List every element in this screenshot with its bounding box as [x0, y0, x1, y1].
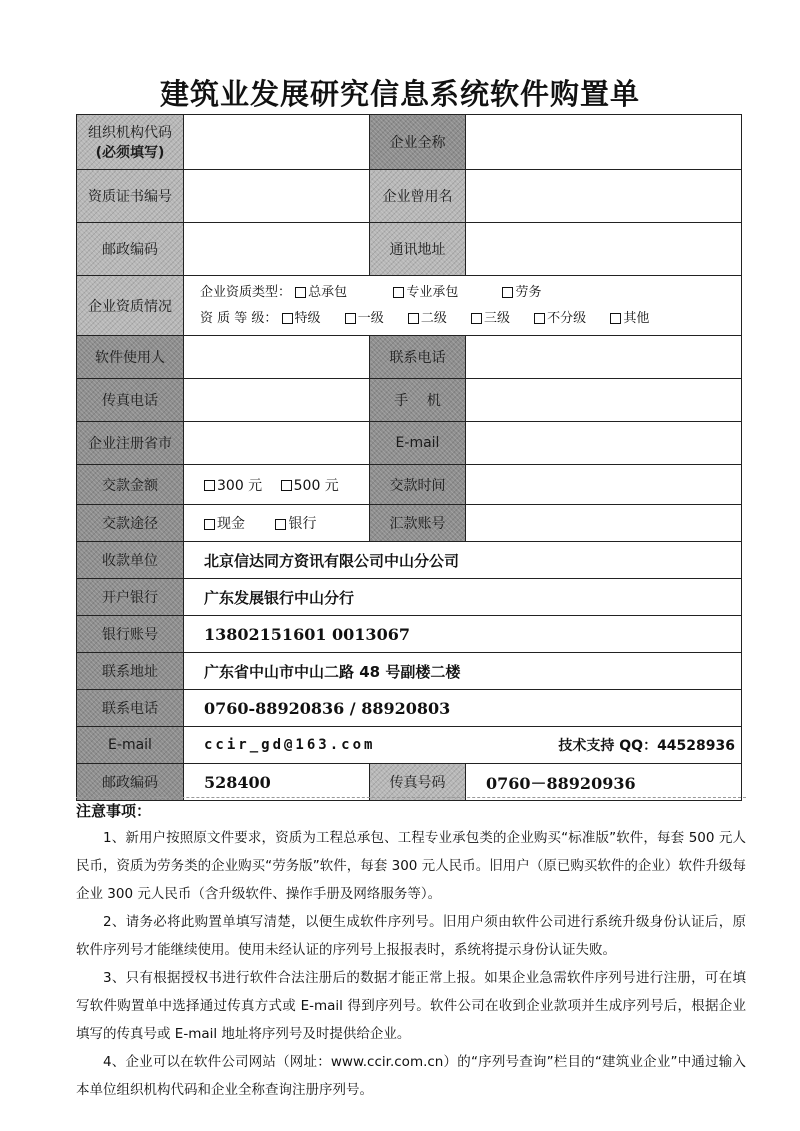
- notes-section: [76, 798, 746, 1104]
- checkbox-icon: [281, 480, 292, 491]
- row-payee-phone: [77, 690, 742, 727]
- amount-options: [184, 465, 370, 505]
- note-item: 2、请务必将此购置单填写清楚，以便生成软件序列号。旧用户须由软件公司进行系统升级身份认证后，原软件序列号才能继续使用。使用未经认证的序列号上报报表时，系统将提示身份认证失败。: [76, 914, 746, 958]
- payee-unit-label: 收款单位: [77, 542, 184, 579]
- payee-address-value: 广东省中山市中山二路 48 号副楼二楼: [184, 653, 742, 690]
- level-option-special[interactable]: 特级: [282, 311, 321, 326]
- checkbox-icon: [408, 313, 419, 324]
- fax-input[interactable]: [184, 379, 370, 422]
- payee-email-label: E-mail: [77, 727, 184, 764]
- checkbox-icon: [471, 313, 482, 324]
- amount-option-300[interactable]: 300 元: [204, 478, 262, 494]
- row-payee-address: [77, 653, 742, 690]
- email-input[interactable]: [466, 422, 742, 465]
- checkbox-icon: [295, 287, 306, 298]
- mobile-input[interactable]: [466, 379, 742, 422]
- row-amount: [77, 465, 742, 505]
- company-name-label: 企业全称: [370, 115, 466, 170]
- postcode-label: 邮政编码: [77, 223, 184, 276]
- payee-bank-value: 广东发展银行中山分行: [184, 579, 742, 616]
- type-option-labor[interactable]: 劳务: [502, 285, 541, 300]
- type-option-general[interactable]: 总承包: [295, 285, 347, 300]
- checkbox-icon: [282, 313, 293, 324]
- pay-time-label: 交款时间: [370, 465, 466, 505]
- payee-phone-value: 0760-88920836 / 88920803: [184, 690, 742, 727]
- pay-time-input[interactable]: [466, 465, 742, 505]
- note-item: 3、只有根据授权书进行软件合法注册后的数据才能正常上报。如果企业急需软件序列号进行注册，可在填写软件购置单中选择通过传真方式或 E-mail 得到序列号。软件公司在收到企业款项并生成序列号后，根据企业填写的传真号或 E-mail 地址将序列号及时提供给企业。: [76, 970, 746, 1042]
- payee-fax-label: 传真号码: [370, 764, 466, 801]
- mobile-label: 手 机: [370, 379, 466, 422]
- row-software-user: [77, 336, 742, 379]
- company-name-input[interactable]: [466, 115, 742, 170]
- qualification-level-line: [184, 306, 741, 332]
- note-item: 4、企业可以在软件公司网站（网址：www.ccir.com.cn）的“序列号查询”栏目的“建筑业企业”中通过输入本单位组织机构代码和企业全称查询注册序列号。: [76, 1054, 746, 1098]
- pay-option-cash[interactable]: 现金: [204, 516, 245, 532]
- payee-unit-value: 北京信达同方资讯有限公司中山分公司: [184, 542, 742, 579]
- level-option-1[interactable]: 一级: [345, 311, 384, 326]
- row-reg-city: [77, 422, 742, 465]
- former-name-label: 企业曾用名: [370, 170, 466, 223]
- qualification-type-label: 企业资质类型：: [200, 284, 292, 300]
- row-fax: [77, 379, 742, 422]
- note-item: 1、新用户按照原文件要求，资质为工程总承包、工程专业承包类的企业购买“标准版”软件，每套 500 元人民币，资质为劳务类的企业购买“劳务版”软件，每套 300 元人民币。旧用户（原已购买软件的企业）软件升级每企业 300 元人民币（含升级软件、操作手册及网络服务等）。: [76, 830, 746, 902]
- qualification-options: [184, 276, 742, 336]
- payee-account-value: 13802151601 0013067: [184, 616, 742, 653]
- fax-label: 传真电话: [77, 379, 184, 422]
- row-payee-bank: [77, 579, 742, 616]
- former-name-input[interactable]: [466, 170, 742, 223]
- level-option-none[interactable]: 不分级: [534, 311, 586, 326]
- software-user-label: 软件使用人: [77, 336, 184, 379]
- checkbox-icon: [204, 519, 215, 530]
- software-user-input[interactable]: [184, 336, 370, 379]
- payee-address-label: 联系地址: [77, 653, 184, 690]
- email-label: E-mail: [370, 422, 466, 465]
- cert-no-label: 资质证书编号: [77, 170, 184, 223]
- checkbox-icon: [393, 287, 404, 298]
- tech-support-qq: 技术支持 QQ：44528936: [558, 738, 735, 754]
- checkbox-icon: [534, 313, 545, 324]
- qualification-label: 企业资质情况: [77, 276, 184, 336]
- payee-phone-label: 联系电话: [77, 690, 184, 727]
- pay-method-label: 交款途径: [77, 505, 184, 542]
- row-payee-unit: [77, 542, 742, 579]
- payee-fax-value: 0760－88920936: [466, 764, 742, 801]
- amount-label: 交款金额: [77, 465, 184, 505]
- notes-heading: 注意事项：: [76, 802, 152, 820]
- postcode-input[interactable]: [184, 223, 370, 276]
- row-payee-account: [77, 616, 742, 653]
- payee-email-value: ccir_gd@163.com: [204, 737, 376, 753]
- payee-postcode-value: 528400: [184, 764, 370, 801]
- remit-account-input[interactable]: [466, 505, 742, 542]
- checkbox-icon: [610, 313, 621, 324]
- checkbox-icon: [345, 313, 356, 324]
- row-org-code: [77, 115, 742, 170]
- qualification-level-label: 资 质 等 级：: [200, 310, 278, 326]
- row-payee-email: [77, 727, 742, 764]
- checkbox-icon: [204, 480, 215, 491]
- cert-no-input[interactable]: [184, 170, 370, 223]
- payee-account-label: 银行账号: [77, 616, 184, 653]
- row-cert-no: [77, 170, 742, 223]
- level-option-3[interactable]: 三级: [471, 311, 510, 326]
- contact-phone-input[interactable]: [466, 336, 742, 379]
- org-code-label: 组织机构代码 (必须填写): [77, 115, 184, 170]
- page-title: 建筑业发展研究信息系统软件购置单: [159, 77, 640, 111]
- org-code-input[interactable]: [184, 115, 370, 170]
- type-option-specialty[interactable]: 专业承包: [393, 285, 458, 300]
- contact-phone-label: 联系电话: [370, 336, 466, 379]
- checkbox-icon: [502, 287, 513, 298]
- pay-option-bank[interactable]: 银行: [275, 516, 316, 532]
- address-label: 通讯地址: [370, 223, 466, 276]
- remit-account-label: 汇款账号: [370, 505, 466, 542]
- level-option-2[interactable]: 二级: [408, 311, 447, 326]
- reg-city-input[interactable]: [184, 422, 370, 465]
- payee-postcode-label: 邮政编码: [77, 764, 184, 801]
- qualification-type-line: [184, 280, 741, 306]
- payee-email-cell: [184, 727, 742, 764]
- payee-bank-label: 开户银行: [77, 579, 184, 616]
- row-pay-method: [77, 505, 742, 542]
- amount-option-500[interactable]: 500 元: [281, 478, 339, 494]
- reg-city-label: 企业注册省市: [77, 422, 184, 465]
- row-postcode: [77, 223, 742, 276]
- pay-method-options: [184, 505, 370, 542]
- row-qualification: [77, 276, 742, 336]
- address-input[interactable]: [466, 223, 742, 276]
- level-option-other[interactable]: 其他: [610, 311, 649, 326]
- row-payee-postcode: [77, 764, 742, 801]
- purchase-form: [76, 114, 742, 801]
- checkbox-icon: [275, 519, 286, 530]
